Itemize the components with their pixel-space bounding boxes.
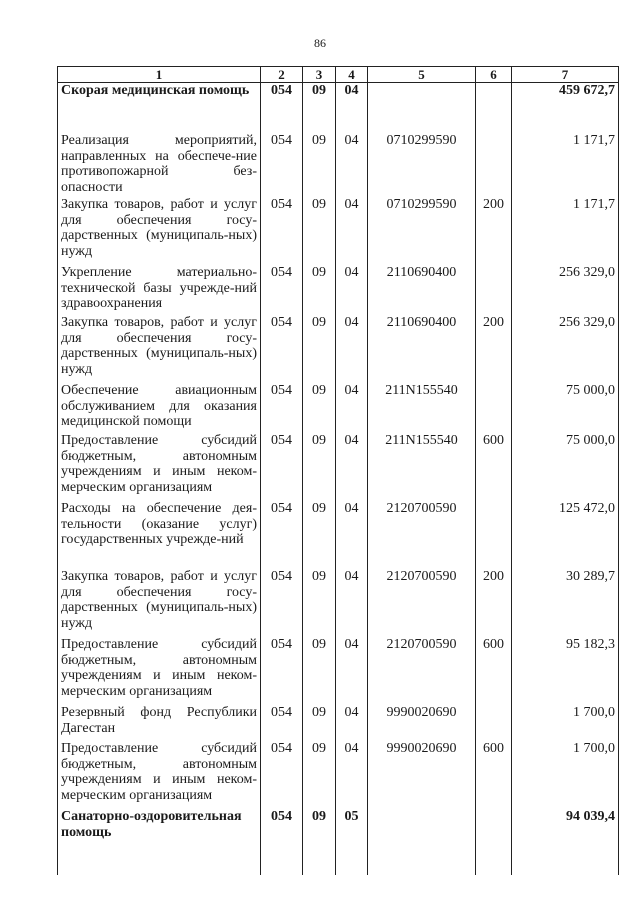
column-header-3: 3 (303, 67, 336, 83)
section-code: 09 (303, 741, 336, 809)
table-row (58, 83, 619, 134)
target-article-code: 211N155540 (368, 433, 476, 501)
expense-type-code (476, 133, 512, 197)
section-code: 09 (303, 83, 336, 134)
expense-type-code (476, 83, 512, 134)
expense-type-code: 600 (476, 741, 512, 809)
amount: 95 182,3 (512, 637, 619, 705)
row-name: Предоставление субсидий бюджетным, автономным учреждениям и иным неком-мерческим организациям (58, 637, 261, 705)
amount: 1 171,7 (512, 197, 619, 265)
section-code: 09 (303, 705, 336, 741)
amount: 1 171,7 (512, 133, 619, 197)
target-article-code: 2120700590 (368, 637, 476, 705)
subsection-code: 04 (336, 569, 368, 637)
subsection-code: 04 (336, 433, 368, 501)
ministry-code: 054 (261, 501, 303, 569)
amount: 30 289,7 (512, 569, 619, 637)
row-name: Резервный фонд Республики Дагестан (58, 705, 261, 741)
column-header-6: 6 (476, 67, 512, 83)
section-code: 09 (303, 265, 336, 315)
expense-type-code: 600 (476, 433, 512, 501)
budget-table (57, 66, 619, 875)
table-row (58, 569, 619, 637)
expense-type-code (476, 705, 512, 741)
subsection-code: 04 (336, 315, 368, 383)
table-row (58, 133, 619, 197)
section-code: 09 (303, 383, 336, 433)
table-header-row (58, 67, 619, 83)
ministry-code: 054 (261, 133, 303, 197)
target-article-code (368, 83, 476, 134)
section-code: 09 (303, 133, 336, 197)
expense-type-code (476, 383, 512, 433)
column-header-7: 7 (512, 67, 619, 83)
ministry-code: 054 (261, 433, 303, 501)
subsection-code: 04 (336, 265, 368, 315)
target-article-code: 2120700590 (368, 501, 476, 569)
expense-type-code (476, 265, 512, 315)
target-article-code: 211N155540 (368, 383, 476, 433)
ministry-code: 054 (261, 197, 303, 265)
row-name: Предоставление субсидий бюджетным, автономным учреждениям и иным неком-мерческим организациям (58, 433, 261, 501)
table-row (58, 501, 619, 569)
amount: 75 000,0 (512, 433, 619, 501)
row-name: Закупка товаров, работ и услуг для обеспечения госу-дарственных (муниципаль-ных) нужд (58, 197, 261, 265)
target-article-code: 9990020690 (368, 741, 476, 809)
target-article-code (368, 809, 476, 875)
section-code: 09 (303, 637, 336, 705)
table-row (58, 809, 619, 875)
subsection-code: 04 (336, 197, 368, 265)
table-row (58, 637, 619, 705)
target-article-code: 2120700590 (368, 569, 476, 637)
row-name: Закупка товаров, работ и услуг для обеспечения госу-дарственных (муниципаль-ных) нужд (58, 569, 261, 637)
section-code: 09 (303, 501, 336, 569)
page-number: 86 (314, 36, 326, 50)
amount: 75 000,0 (512, 383, 619, 433)
row-name: Скорая медицинская помощь (58, 83, 261, 134)
expense-type-code: 200 (476, 315, 512, 383)
ministry-code: 054 (261, 83, 303, 134)
ministry-code: 054 (261, 741, 303, 809)
table-row (58, 383, 619, 433)
ministry-code: 054 (261, 569, 303, 637)
ministry-code: 054 (261, 637, 303, 705)
subsection-code: 04 (336, 383, 368, 433)
amount: 459 672,7 (512, 83, 619, 134)
section-code: 09 (303, 315, 336, 383)
expense-type-code: 200 (476, 569, 512, 637)
ministry-code: 054 (261, 809, 303, 875)
row-name: Реализация мероприятий, направленных на обеспече-ние противопожарной без-опасности (58, 133, 261, 197)
expense-type-code (476, 501, 512, 569)
column-header-5: 5 (368, 67, 476, 83)
expense-type-code: 600 (476, 637, 512, 705)
ministry-code: 054 (261, 383, 303, 433)
ministry-code: 054 (261, 315, 303, 383)
column-header-1: 1 (58, 67, 261, 83)
target-article-code: 2110690400 (368, 315, 476, 383)
target-article-code: 0710299590 (368, 197, 476, 265)
subsection-code: 04 (336, 501, 368, 569)
subsection-code: 04 (336, 133, 368, 197)
amount: 125 472,0 (512, 501, 619, 569)
amount: 256 329,0 (512, 265, 619, 315)
row-name: Укрепление материально-технической базы учрежде-ний здравоохранения (58, 265, 261, 315)
target-article-code: 2110690400 (368, 265, 476, 315)
table-row (58, 197, 619, 265)
row-name: Обеспечение авиационным обслуживанием для оказания медицинской помощи (58, 383, 261, 433)
expense-type-code: 200 (476, 197, 512, 265)
subsection-code: 05 (336, 809, 368, 875)
column-header-4: 4 (336, 67, 368, 83)
subsection-code: 04 (336, 741, 368, 809)
row-name: Расходы на обеспечение дея-тельности (оказание услуг) государственных учрежде-ний (58, 501, 261, 569)
row-name: Санаторно-оздоровительная помощь (58, 809, 261, 875)
target-article-code: 0710299590 (368, 133, 476, 197)
table-row (58, 315, 619, 383)
amount: 1 700,0 (512, 705, 619, 741)
amount: 1 700,0 (512, 741, 619, 809)
table-row (58, 705, 619, 741)
column-header-2: 2 (261, 67, 303, 83)
table-row (58, 433, 619, 501)
amount: 256 329,0 (512, 315, 619, 383)
section-code: 09 (303, 197, 336, 265)
target-article-code: 9990020690 (368, 705, 476, 741)
section-code: 09 (303, 569, 336, 637)
ministry-code: 054 (261, 705, 303, 741)
row-name: Предоставление субсидий бюджетным, автономным учреждениям и иным неком-мерческим организациям (58, 741, 261, 809)
subsection-code: 04 (336, 705, 368, 741)
table-row (58, 265, 619, 315)
subsection-code: 04 (336, 83, 368, 134)
subsection-code: 04 (336, 637, 368, 705)
table-row (58, 741, 619, 809)
amount: 94 039,4 (512, 809, 619, 875)
ministry-code: 054 (261, 265, 303, 315)
row-name: Закупка товаров, работ и услуг для обеспечения госу-дарственных (муниципаль-ных) нужд (58, 315, 261, 383)
section-code: 09 (303, 809, 336, 875)
section-code: 09 (303, 433, 336, 501)
expense-type-code (476, 809, 512, 875)
